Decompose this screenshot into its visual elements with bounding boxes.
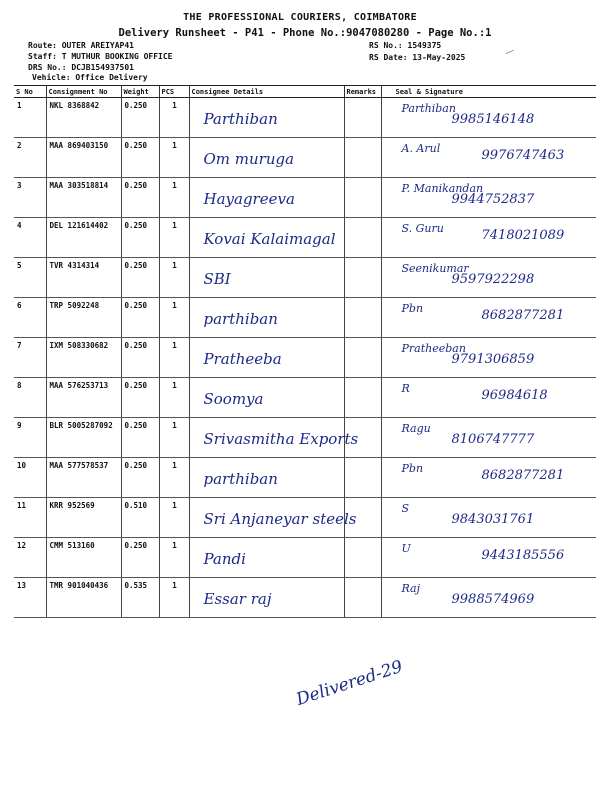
remarks-cell [344, 378, 381, 418]
col-remarks: Remarks [344, 86, 381, 98]
table-row [14, 378, 596, 418]
signature-cell [381, 298, 596, 338]
sno-cell: 11 [14, 498, 46, 538]
rs-date: RS Date: 13-May-2025 [369, 53, 466, 62]
runsheet-table [14, 85, 596, 618]
phone-handwritten: 9976747463 [481, 148, 565, 163]
signature-cell [381, 218, 596, 258]
sno-cell: 13 [14, 578, 46, 618]
signature-cell [381, 578, 596, 618]
weight-cell: 0.250 [121, 258, 159, 298]
pcs-cell: 1 [159, 378, 189, 418]
col-sno: S No [14, 86, 46, 98]
sno-cell: 6 [14, 298, 46, 338]
weight-cell: 0.535 [121, 578, 159, 618]
sno-cell: 9 [14, 418, 46, 458]
pcs-cell: 1 [159, 418, 189, 458]
signature-handwritten: Pbn [401, 462, 424, 475]
staff-label: Staff: T MUTHUR BOOKING OFFICE [28, 52, 173, 61]
pcs-cell: 1 [159, 138, 189, 178]
delivered-note: Delivered-29 [293, 656, 406, 710]
weight-cell: 0.250 [121, 458, 159, 498]
pcs-cell: 1 [159, 578, 189, 618]
consignee-handwritten: parthiban [203, 470, 278, 488]
sno-cell: 1 [14, 98, 46, 138]
weight-cell: 0.510 [121, 498, 159, 538]
consignee-cell [189, 138, 344, 178]
phone-handwritten: 7418021089 [481, 228, 565, 243]
signature-cell [381, 138, 596, 178]
signature-cell [381, 98, 596, 138]
table-row [14, 98, 596, 138]
consignee-cell [189, 338, 344, 378]
phone-handwritten: 9597922298 [451, 272, 535, 287]
consignee-handwritten: Pratheeba [203, 350, 282, 368]
remarks-cell [344, 178, 381, 218]
table-row [14, 218, 596, 258]
table-row [14, 258, 596, 298]
weight-cell: 0.250 [121, 338, 159, 378]
signature-handwritten: P. Manikandan [401, 182, 484, 195]
consignee-cell [189, 298, 344, 338]
col-consignee: Consignee Details [189, 86, 344, 98]
table-row [14, 538, 596, 578]
consignee-handwritten: Hayagreeva [203, 190, 295, 208]
signature-handwritten: Pbn [401, 302, 424, 315]
table-row [14, 338, 596, 378]
weight-cell: 0.250 [121, 298, 159, 338]
phone-handwritten: 96984618 [481, 388, 548, 403]
consignment-cell: MAA 869403150 [46, 138, 121, 178]
phone-handwritten: 9843031761 [451, 512, 535, 527]
weight-cell: 0.250 [121, 138, 159, 178]
consignee-cell [189, 178, 344, 218]
consignee-cell [189, 418, 359, 458]
consignee-handwritten: SBI [203, 270, 231, 288]
signature-handwritten: Ragu [401, 422, 431, 435]
remarks-cell [344, 138, 381, 178]
remarks-cell [344, 298, 381, 338]
consignment-cell: TVR 4314314 [46, 258, 121, 298]
consignee-handwritten: Kovai Kalaimagal [203, 230, 336, 248]
pcs-cell: 1 [159, 258, 189, 298]
table-row [14, 578, 596, 618]
weight-cell: 0.250 [121, 218, 159, 258]
consignee-handwritten: Om muruga [203, 150, 295, 168]
pcs-cell: 1 [159, 458, 189, 498]
pcs-cell: 1 [159, 98, 189, 138]
sno-cell: 7 [14, 338, 46, 378]
weight-cell: 0.250 [121, 178, 159, 218]
consignment-cell: MAA 303518814 [46, 178, 121, 218]
remarks-cell [344, 258, 381, 298]
sno-cell: 2 [14, 138, 46, 178]
signature-handwritten: Raj [401, 582, 421, 595]
table-row [14, 298, 596, 338]
consignee-cell [189, 578, 344, 618]
pcs-cell: 1 [159, 338, 189, 378]
consignee-handwritten: Pandi [203, 550, 246, 568]
signature-cell [381, 178, 596, 218]
pcs-cell: 1 [159, 178, 189, 218]
consignee-cell [189, 378, 344, 418]
consignment-cell: TMR 901040436 [46, 578, 121, 618]
consignee-handwritten: Sri Anjaneyar steels [203, 510, 357, 528]
consignment-cell: MAA 577578537 [46, 458, 121, 498]
phone-handwritten: 9443185556 [481, 548, 565, 563]
consignment-cell: MAA 576253713 [46, 378, 121, 418]
runsheet-title: Delivery Runsheet - P41 - Phone No.:9047080280 - Page No.:1 [118, 27, 492, 39]
sno-cell: 5 [14, 258, 46, 298]
signature-cell [381, 458, 596, 498]
sno-cell: 10 [14, 458, 46, 498]
consignee-handwritten: Srivasmitha Exports [203, 430, 359, 448]
signature-handwritten: A. Arul [401, 142, 441, 155]
phone-handwritten: 9944752837 [451, 192, 535, 207]
signature-cell [381, 258, 596, 298]
consignee-cell [189, 98, 344, 138]
remarks-cell [344, 98, 381, 138]
sno-cell: 4 [14, 218, 46, 258]
table-row [14, 458, 596, 498]
signature-handwritten: U [401, 542, 411, 555]
consignment-cell: CMM 513160 [46, 538, 121, 578]
consignment-cell: NKL 8368842 [46, 98, 121, 138]
vehicle-label: Vehicle: Office Delivery [32, 73, 148, 82]
col-consignment: Consignment No [46, 86, 121, 98]
remarks-cell [344, 218, 381, 258]
consignment-cell: TRP 5092248 [46, 298, 121, 338]
consignee-handwritten: parthiban [203, 310, 278, 328]
consignee-handwritten: Essar raj [203, 590, 272, 608]
company-title: THE PROFESSIONAL COURIERS, COIMBATORE [183, 12, 417, 23]
remarks-cell [344, 338, 381, 378]
phone-handwritten: 9791306859 [451, 352, 535, 367]
signature-cell [381, 338, 596, 378]
signature-cell [381, 498, 596, 538]
consignee-cell [189, 258, 344, 298]
sno-cell: 3 [14, 178, 46, 218]
sno-cell: 12 [14, 538, 46, 578]
signature-handwritten: S. Guru [401, 222, 444, 235]
weight-cell: 0.250 [121, 378, 159, 418]
consignment-cell: KRR 952569 [46, 498, 121, 538]
weight-cell: 0.250 [121, 538, 159, 578]
pcs-cell: 1 [159, 498, 189, 538]
weight-cell: 0.250 [121, 98, 159, 138]
consignment-cell: DEL 121614402 [46, 218, 121, 258]
signature-cell [381, 378, 596, 418]
drs-number: DRS No.: DCJB154937501 [28, 63, 134, 72]
rs-number: RS No.: 1549375 [369, 41, 442, 50]
phone-handwritten: 8682877281 [481, 308, 565, 323]
table-row [14, 498, 596, 538]
signature-handwritten: Pratheeban [401, 342, 466, 355]
table-row [14, 178, 596, 218]
phone-handwritten: 8106747777 [451, 432, 535, 447]
phone-handwritten: 9988574969 [451, 592, 535, 607]
phone-handwritten: 9985146148 [451, 112, 535, 127]
consignee-cell [189, 538, 344, 578]
consignee-cell [189, 218, 344, 258]
table-row [14, 138, 596, 178]
phone-handwritten: 8682877281 [481, 468, 565, 483]
col-pcs: PCS [159, 86, 189, 98]
signature-cell [381, 538, 596, 578]
signature-handwritten: Parthiban [401, 102, 456, 115]
remarks-cell [344, 538, 381, 578]
sno-cell: 8 [14, 378, 46, 418]
pen-mark-icon: ⟋ [504, 47, 515, 59]
weight-cell: 0.250 [121, 418, 159, 458]
consignment-cell: IXM 508330682 [46, 338, 121, 378]
table-header-row [14, 86, 596, 98]
signature-handwritten: R [401, 382, 410, 395]
signature-cell [381, 418, 596, 458]
consignment-cell: BLR 5005287092 [46, 418, 121, 458]
remarks-cell [344, 578, 381, 618]
consignee-cell [189, 458, 344, 498]
signature-handwritten: S [401, 502, 410, 515]
col-weight: Weight [121, 86, 159, 98]
pcs-cell: 1 [159, 218, 189, 258]
pcs-cell: 1 [159, 538, 189, 578]
consignee-cell [189, 498, 357, 538]
pcs-cell: 1 [159, 298, 189, 338]
signature-handwritten: Seenikumar [401, 262, 469, 275]
route-label: Route: OUTER AREIYAP41 [28, 41, 134, 50]
consignee-handwritten: Parthiban [203, 110, 278, 128]
consignee-handwritten: Soomya [203, 390, 264, 408]
remarks-cell [344, 458, 381, 498]
table-row [14, 418, 596, 458]
col-seal-signature: Seal & Signature [381, 86, 596, 98]
